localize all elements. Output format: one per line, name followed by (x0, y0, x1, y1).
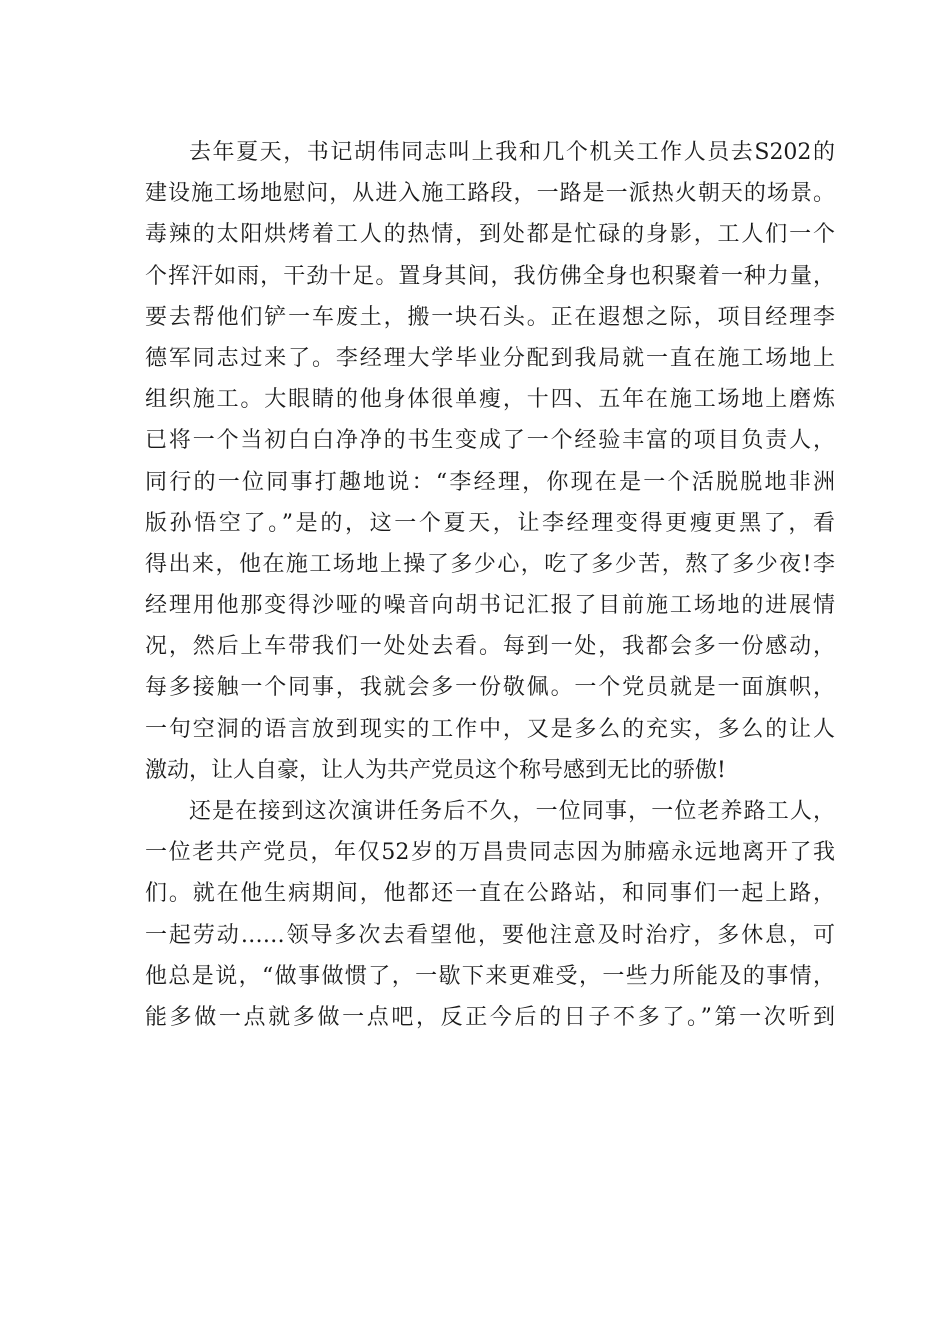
text-line: 能多做一点就多做一点吧，反正今后的日子不多了。”第一次听到 (145, 1004, 835, 1030)
text-line: 要去帮他们铲一车废土，搬一块石头。正在遐想之际，项目经理李 (145, 304, 835, 330)
text-line: 已将一个当初白白净净的书生变成了一个经验丰富的项目负责人， (145, 428, 835, 454)
document-body (145, 132, 835, 1038)
paragraph-1 (145, 132, 835, 791)
text-line: 一句空洞的语言放到现实的工作中，又是多么的充实，多么的让人 (145, 716, 835, 742)
text-line: 他总是说，“做事做惯了，一歇下来更难受，一些力所能及的事情， (145, 963, 835, 989)
text-line: 还是在接到这次演讲任务后不久，一位同事，一位老养路工人， (189, 799, 835, 824)
text-line: 经理用他那变得沙哑的噪音向胡书记汇报了目前施工场地的进展情 (145, 593, 835, 619)
text-line: 德军同志过来了。李经理大学毕业分配到我局就一直在施工场地上 (145, 345, 835, 371)
text-line: 建设施工场地慰问，从进入施工路段，一路是一派热火朝天的场景。 (145, 181, 835, 207)
text-line: 组织施工。大眼睛的他身体很单瘦，十四、五年在施工场地上磨炼 (145, 387, 835, 413)
paragraph-2 (145, 791, 835, 1038)
text-line: 激动，让人自豪，让人为共产党员这个称号感到无比的骄傲! (145, 757, 726, 783)
text-line: 得出来，他在施工场地上操了多少心，吃了多少苦，熬了多少夜!李 (145, 551, 835, 577)
text-line: 毒辣的太阳烘烤着工人的热情，到处都是忙碌的身影，工人们一个 (145, 222, 835, 248)
text-line: 一位老共产党员，年仅52岁的万昌贵同志因为肺癌永远地离开了我 (145, 840, 835, 866)
text-line: 每多接触一个同事，我就会多一份敬佩。一个党员就是一面旗帜， (145, 675, 835, 701)
text-line: 况，然后上车带我们一处处去看。每到一处，我都会多一份感动， (145, 634, 835, 660)
text-line: 们。就在他生病期间，他都还一直在公路站，和同事们一起上路， (145, 881, 835, 907)
text-line: 同行的一位同事打趣地说：“李经理，你现在是一个活脱脱地非洲 (145, 469, 835, 495)
text-line: 一起劳动……领导多次去看望他，要他注意及时治疗，多休息，可 (145, 922, 835, 948)
text-line: 版孙悟空了。”是的，这一个夏天，让李经理变得更瘦更黑了，看 (145, 510, 835, 536)
text-line: 个挥汗如雨，干劲十足。置身其间，我仿佛全身也积聚着一种力量， (145, 263, 835, 289)
text-line: 去年夏天，书记胡伟同志叫上我和几个机关工作人员去S202的 (189, 140, 835, 165)
